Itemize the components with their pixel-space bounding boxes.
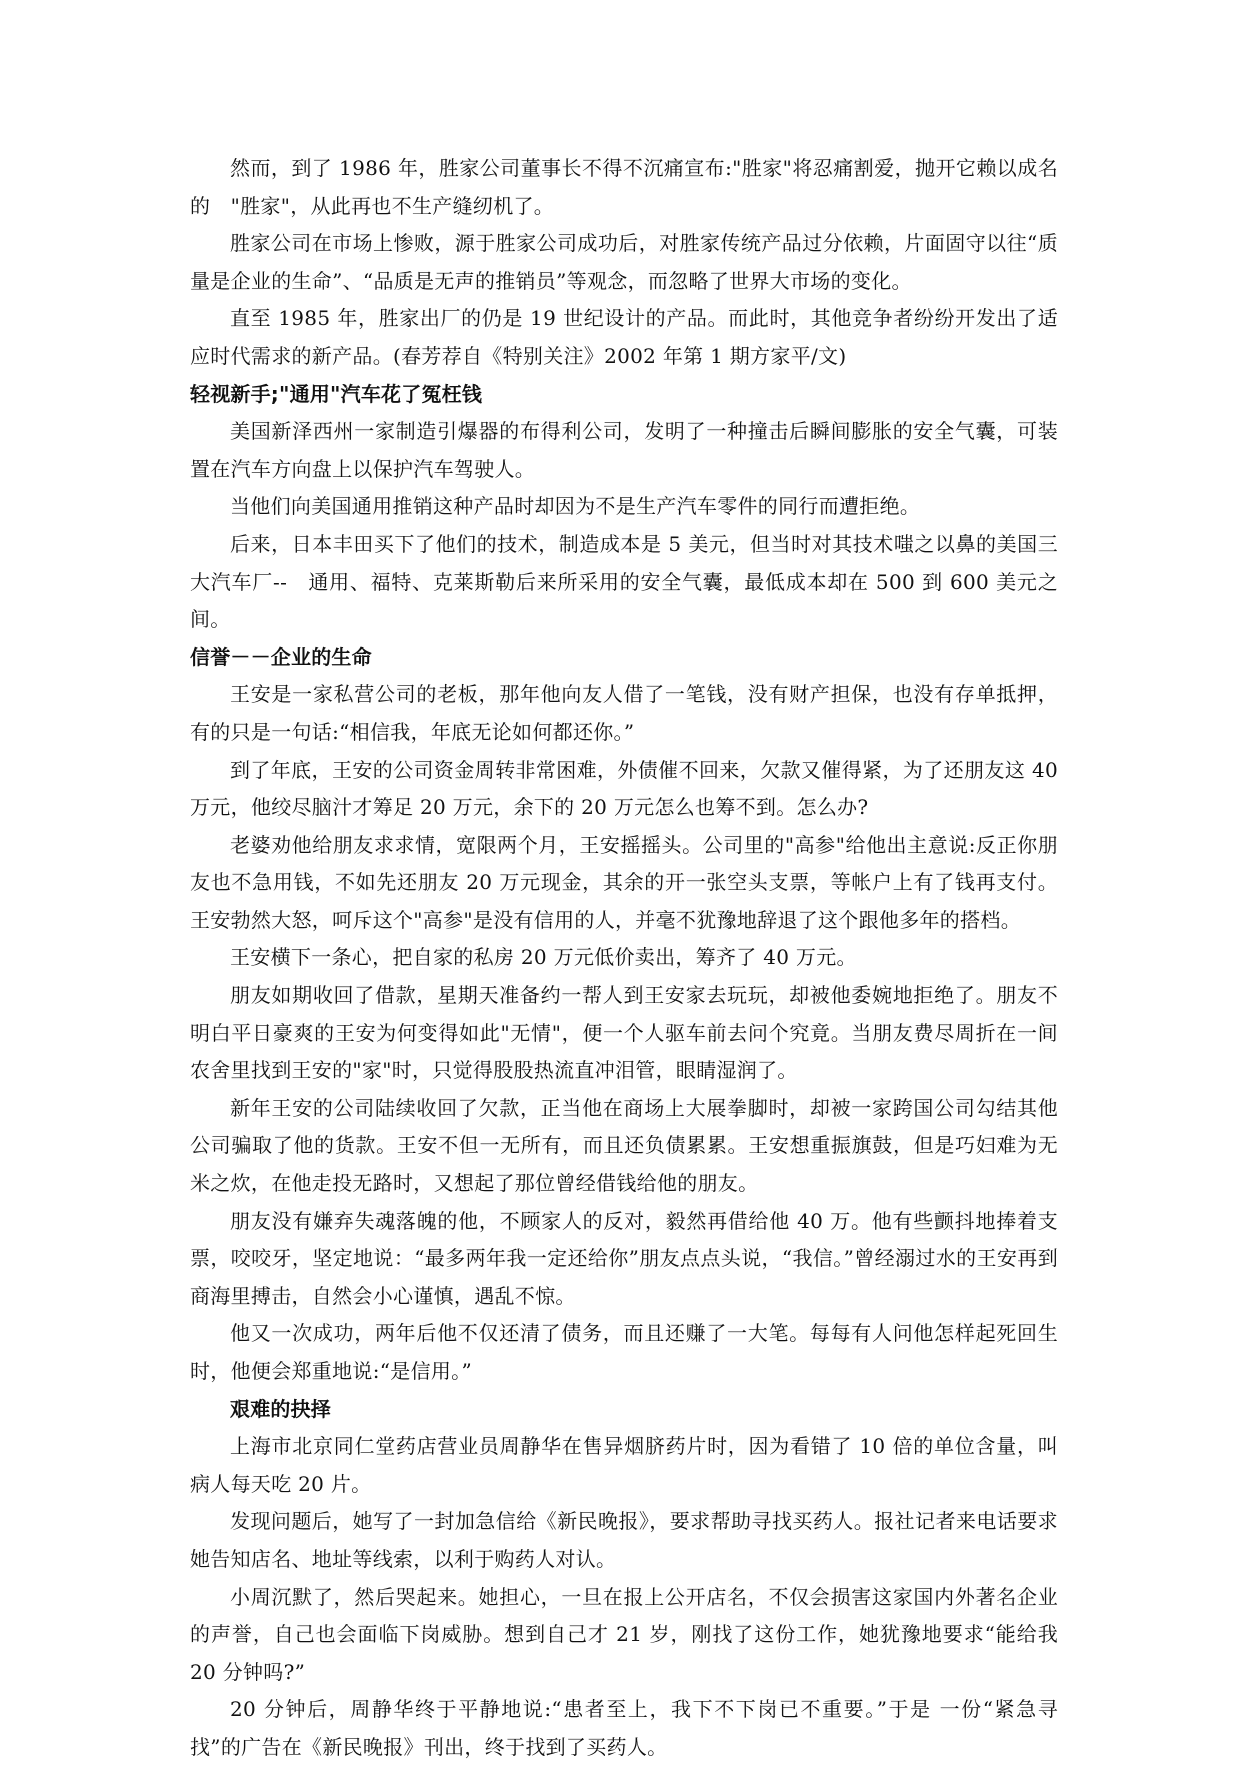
paragraph: 后来，日本丰田买下了他们的技术，制造成本是 5 美元，但当时对其技术嗤之以鼻的美国三大汽车厂-- 通用、福特、克莱斯勒后来所采用的安全气囊，最低成本却在 500 到 600 美元之间。 [190,531,1058,632]
paragraph: 上海市北京同仁堂药店营业员周静华在售异烟脐药片时，因为看错了 10 倍的单位含量，叫病人每天吃 20 片。 [190,1434,1058,1496]
section-heading: 轻视新手;"通用"汽车花了冤枉钱 [190,381,483,406]
paragraph: 到了年底，王安的公司资金周转非常困难，外债催不回来，欠款又催得紧，为了还朋友这 40 万元，他绞尽脑汁才筹足 20 万元，余下的 20 万元怎么也筹不到。怎么办? [190,757,1058,820]
paragraph: 他又一次成功，两年后他不仅还清了债务，而且还赚了一大笔。每每有人问他怎样起死回生时，他便会郑重地说:“是信用。” [190,1321,1058,1383]
document-page [190,150,1058,1767]
paragraph: 发现问题后，她写了一封加急信给《新民晚报》，要求帮助寻找买药人。报社记者来电话要求她告知店名、地址等线索，以利于购药人对认。 [190,1509,1058,1571]
paragraph: 新年王安的公司陆续收回了欠款，正当他在商场上大展拳脚时，却被一家跨国公司勾结其他公司骗取了他的货款。王安不但一无所有，而且还负债累累。王安想重振旗鼓，但是巧妇难为无米之炊，在他走投无路时，又想起了那位曾经借钱给他的朋友。 [190,1095,1058,1196]
paragraph: 王安是一家私营公司的老板，那年他向友人借了一笔钱，没有财产担保，也没有存单抵押，有的只是一句话:“相信我，年底无论如何都还你。” [190,682,1058,744]
paragraph: 小周沉默了，然后哭起来。她担心，一旦在报上公开店名，不仅会损害这家国内外著名企业的声誉，自己也会面临下岗威胁。想到自己才 21 岁，刚找了这份工作，她犹豫地要求“能给我 20 分钟吗?” [190,1584,1058,1684]
paragraph: 当他们向美国通用推销这种产品时却因为不是生产汽车零件的同行而遭拒绝。 [230,494,921,519]
paragraph: 然而，到了 1986 年，胜家公司董事长不得不沉痛宣布:"胜家"将忍痛割爱，抛开它赖以成名的 "胜家"，从此再也不生产缝纫机了。 [190,156,1058,218]
section-heading: 信誉－－企业的生命 [190,644,372,669]
paragraph: 20 分钟后，周静华终于平静地说:“患者至上，我下不下岗已不重要。”于是 一份“紧急寻 找”的广告在《新民晚报》刊出，终于找到了买药人。 [190,1697,1058,1759]
paragraph: 直至 1985 年，胜家出厂的仍是 19 世纪设计的产品。而此时，其他竞争者纷纷开发出了适应时代需求的新产品。(春芳荐自《特别关注》2002 年第 1 期方家平/文) [190,306,1058,368]
paragraph: 朋友没有嫌弃失魂落魄的他，不顾家人的反对，毅然再借给他 40 万。他有些颤抖地捧着支票，咬咬牙，坚定地说：“最多两年我一定还给你”朋友点点头说，“我信。”曾经溺过水的王安再到商海里搏击，自然会小心谨慎，遇乱不惊。 [190,1208,1058,1308]
section-heading: 艰难的抉择 [230,1396,331,1421]
paragraph: 王安横下一条心，把自家的私房 20 万元低价卖出，筹齐了 40 万元。 [230,945,857,970]
paragraph: 老婆劝他给朋友求求情，宽限两个月，王安摇摇头。公司里的"高参"给他出主意说:反正你朋友也不急用钱，不如先还朋友 20 万元现金，其余的开一张空头支票，等帐户上有了钱再支付。王安勃然大怒，呵斥这个"高参"是没有信用的人，并毫不犹豫地辞退了这个跟他多年的搭档。 [190,832,1058,932]
paragraph: 美国新泽西州一家制造引爆器的布得利公司，发明了一种撞击后瞬间膨胀的安全气囊，可装置在汽车方向盘上以保护汽车驾驶人。 [190,419,1058,481]
paragraph: 胜家公司在市场上惨败，源于胜家公司成功后，对胜家传统产品过分依赖，片面固守以往“质量是企业的生命”、“品质是无声的推销员”等观念，而忽略了世界大市场的变化。 [190,231,1058,293]
paragraph: 朋友如期收回了借款，星期天准备约一帮人到王安家去玩玩，却被他委婉地拒绝了。朋友不明白平日豪爽的王安为何变得如此"无情"，便一个人驱车前去问个究竟。当朋友费尽周折在一间农舍里找到王安的"家"时，只觉得股股热流直冲泪管，眼睛湿润了。 [190,983,1058,1083]
